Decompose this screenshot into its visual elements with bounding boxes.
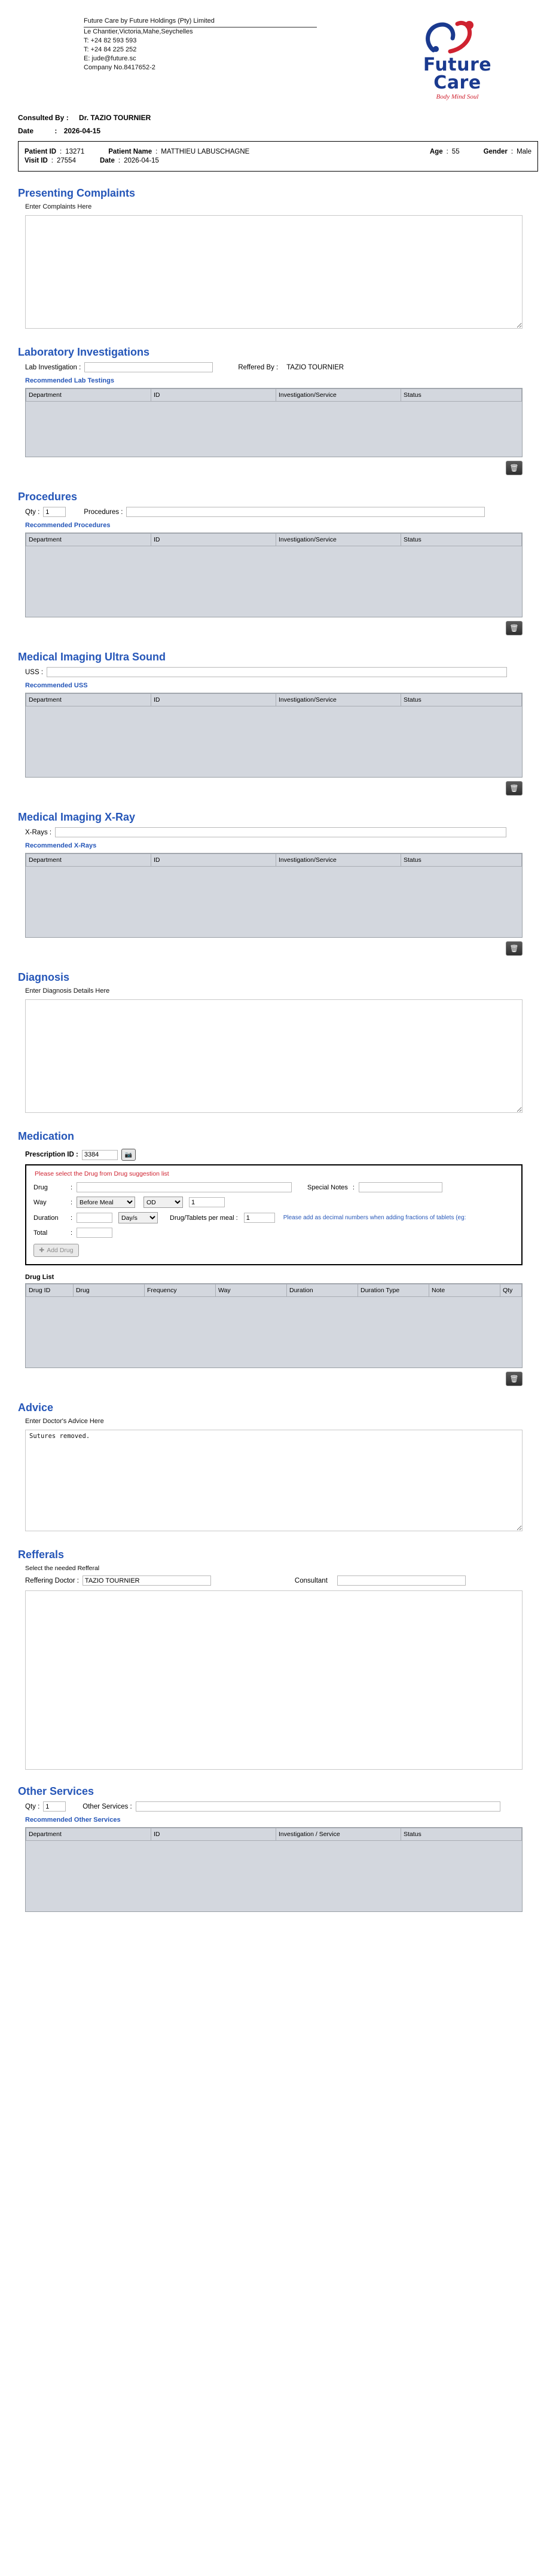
drug-col-drug: Drug [74,1284,145,1297]
consulted-by-row [0,111,556,122]
drug-col-id: Drug ID [26,1284,74,1297]
drug-selection-warning: Please select the Drug from Drug suggestion list [35,1170,169,1177]
other-services-qty-input[interactable] [43,1801,66,1812]
uss-col-investigation: Investigation/Service [276,694,401,706]
consulted-by-label: Consulted By [18,114,65,122]
xray-col-status: Status [401,854,522,867]
drug-row [33,1182,514,1192]
presenting-complaints-heading: Presenting Complaints [18,187,136,199]
lab-col-investigation: Investigation/Service [276,389,401,402]
other-services-heading: Other Services [18,1785,94,1797]
lab-referred-by-label: Reffered By : [238,363,279,371]
consultation-date-colon: : [54,127,57,135]
procedures-col-id: ID [151,534,276,546]
drugs-per-meal-input[interactable] [244,1213,275,1223]
uss-row [25,667,556,677]
way-select[interactable] [77,1197,135,1208]
procedures-input[interactable] [126,507,485,517]
duration-row [33,1212,514,1223]
patient-age-value: 55 [451,148,460,155]
procedures-body [26,546,522,617]
xray-body [26,867,522,937]
drug-colon: : [71,1183,73,1191]
clinic-tel-2: T: +24 84 225 252 [84,46,137,53]
lab-col-id: ID [151,389,276,402]
drug-col-way: Way [216,1284,287,1297]
patient-name-label: Patient Name [108,148,152,155]
visit-date-value: 2026-04-15 [124,157,159,164]
other-col-department: Department [26,1828,151,1841]
procedures-row [25,507,556,517]
drug-list-body [26,1297,522,1367]
drug-col-duration-type: Duration Type [358,1284,429,1297]
clinic-name: Future Care by Future Holdings (Pty) Limited [84,17,317,27]
consultant-input[interactable] [337,1575,466,1586]
diagnosis-input[interactable] [25,999,523,1113]
logo-word-future: Future [423,54,492,75]
logo-mark-icon [395,19,520,56]
other-col-status: Status [401,1828,522,1841]
lab-investigation-row [25,362,556,372]
drug-col-note: Note [429,1284,500,1297]
table-header-row [26,694,522,706]
procedures-col-status: Status [401,534,522,546]
referral-details-panel[interactable] [25,1590,523,1770]
add-drug-label: Add Drug [47,1247,74,1254]
patient-age-label: Age [429,148,443,155]
table-header-row [26,389,522,402]
patient-info-box [18,141,538,172]
logo-tagline: Body Mind Soul [436,93,479,100]
patient-gender-value: Male [517,148,531,155]
way-colon: : [71,1198,73,1206]
patient-name-value: MATTHIEU LABUSCHAGNE [161,148,250,155]
uss-body [26,706,522,777]
advice-heading: Advice [18,1402,54,1414]
special-notes-label: Special Notes [307,1183,348,1191]
delete-procedure-icon[interactable]: 🗑 [506,621,523,635]
recommended-other-services-link[interactable]: Recommended Other Services [25,1816,121,1824]
way-row [33,1197,514,1208]
lab-col-department: Department [26,389,151,402]
other-services-table [25,1827,523,1912]
patient-id-colon: : [60,148,62,155]
lab-results-table [25,388,523,457]
consultant-label: Consultant [294,1577,328,1584]
visit-date-label: Date [99,157,115,164]
plus-icon: ✚ [39,1247,45,1254]
visit-id-colon: : [51,157,53,164]
patient-info-line-2 [25,157,531,164]
frequency-select[interactable] [143,1197,183,1208]
presenting-complaints-input[interactable] [25,215,523,329]
delete-lab-icon[interactable]: 🗑 [506,461,523,475]
delete-uss-icon[interactable]: 🗑 [506,781,523,796]
consultation-date-value: 2026-04-15 [63,127,101,135]
total-colon: : [71,1229,73,1237]
visit-date-colon: : [118,157,121,164]
duration-colon: : [71,1214,73,1222]
drug-list-title: Drug List [25,1274,54,1281]
clinic-address: Le Chantier,Victoria,Mahe,Seychelles [84,28,193,35]
consultation-date-row [0,122,556,141]
table-header-row [26,534,522,546]
advice-sub-label: Enter Doctor's Advice Here [25,1418,104,1425]
xray-col-department: Department [26,854,151,867]
xray-table [25,853,523,938]
visit-id-value: 27554 [56,157,76,164]
delete-xray-icon[interactable]: 🗑 [506,941,523,956]
lab-investigation-input[interactable] [84,362,213,372]
clinic-email: E: jude@future.sc [84,55,136,62]
clinic-address-block [84,17,317,72]
patient-age-colon: : [446,148,448,155]
other-services-input[interactable] [136,1801,500,1812]
xray-input[interactable] [55,827,506,837]
drug-col-duration: Duration [287,1284,358,1297]
uss-delete-row [25,781,523,796]
decimal-fraction-note: Please add as decimal numbers when adding fractions of tablets (eg: [283,1214,466,1221]
advice-input[interactable] [25,1430,523,1531]
xray-col-investigation: Investigation/Service [276,854,401,867]
medication-heading: Medication [18,1130,75,1142]
prescription-id-input[interactable] [82,1150,118,1160]
referring-doctor-input[interactable] [83,1575,211,1586]
other-services-qty-label: Qty : [25,1803,40,1810]
total-label: Total [33,1229,48,1237]
lab-delete-row [25,461,523,475]
referring-doctor-row [25,1575,556,1586]
recommended-procedures-link[interactable]: Recommended Procedures [25,522,111,529]
consulting-doctor-value: Dr. TAZIO TOURNIER [79,114,151,122]
drug-input[interactable] [77,1182,292,1192]
xray-delete-row [25,941,523,956]
duration-label: Duration [33,1214,59,1222]
other-services-label: Other Services : [83,1803,132,1810]
xray-col-id: ID [151,854,276,867]
xray-label: X-Rays : [25,828,52,836]
other-services-row [25,1801,556,1812]
lab-investigations-heading: Laboratory Investigations [18,346,150,358]
patient-id-value: 13271 [65,148,85,155]
patient-gender-colon: : [511,148,514,155]
referring-doctor-label: Reffering Doctor : [25,1577,79,1584]
procedures-qty-input[interactable] [43,507,66,517]
clinic-company-no: Company No.8417652-2 [84,64,155,71]
lab-results-body [26,402,522,457]
consultation-date-label: Date [18,127,34,135]
recommended-xrays-link[interactable]: Recommended X-Rays [25,842,97,849]
way-label: Way [33,1198,47,1206]
uss-col-id: ID [151,694,276,706]
prescription-id-row [25,1149,556,1161]
uss-col-status: Status [401,694,522,706]
procedures-heading: Procedures [18,491,78,503]
clinic-tel-1: T: +24 82 593 593 [84,37,137,44]
logo-graphic-icon [398,19,517,56]
delete-drug-icon[interactable]: 🗑 [506,1372,523,1386]
drug-col-qty: Qty [500,1284,522,1297]
total-row [33,1228,514,1238]
medical-imaging-xray-heading: Medical Imaging X-Ray [18,811,136,823]
duration-unit-select[interactable] [118,1212,158,1223]
total-input[interactable] [77,1228,112,1238]
diagnosis-heading: Diagnosis [18,971,70,983]
recommended-uss-link[interactable]: Recommended USS [25,682,88,689]
referrals-sub-label: Select the needed Refferal [25,1565,100,1572]
xray-row [25,827,556,837]
camera-icon[interactable]: 📷 [121,1149,136,1161]
procedures-delete-row [25,621,523,635]
uss-table [25,693,523,778]
procedures-table [25,533,523,617]
procedures-col-department: Department [26,534,151,546]
special-notes-input[interactable] [359,1182,442,1192]
lab-investigation-label: Lab Investigation : [25,363,81,371]
presenting-complaints-sub-label: Enter Complaints Here [25,203,92,210]
letterhead [0,0,556,111]
recommended-lab-testings-link[interactable]: Recommended Lab Testings [25,377,114,384]
patient-info-line-1 [25,148,531,155]
medication-entry-panel [25,1164,523,1265]
prescription-id-label: Prescription ID : [25,1151,78,1158]
drug-delete-row [25,1372,523,1386]
procedures-col-investigation: Investigation/Service [276,534,401,546]
procedures-qty-label: Qty : [25,508,40,516]
uss-col-department: Department [26,694,151,706]
other-services-body [26,1841,522,1911]
add-drug-button[interactable] [33,1244,79,1257]
consulted-by-colon: : [66,114,69,122]
duration-input[interactable] [77,1213,112,1223]
other-col-id: ID [151,1828,276,1841]
uss-label: USS : [25,668,44,676]
table-header-row [26,854,522,867]
drug-list-table [25,1283,523,1368]
lab-col-status: Status [401,389,522,402]
drug-label: Drug [33,1183,48,1191]
table-header-row [26,1284,522,1297]
patient-name-colon: : [155,148,158,155]
other-col-investigation: Investigation / Service [276,1828,401,1841]
visit-id-label: Visit ID [25,157,48,164]
referrals-heading: Refferals [18,1549,65,1561]
logo-word-care: Care [433,72,481,93]
drugs-per-meal-label: Drug/Tablets per meal : [170,1214,238,1222]
lab-referred-by-value: TAZIO TOURNIER [286,363,344,371]
medical-imaging-uss-heading: Medical Imaging Ultra Sound [18,651,166,663]
patient-gender-label: Gender [483,148,508,155]
logo [395,17,520,100]
procedures-label: Procedures : [84,508,123,516]
table-header-row [26,1828,522,1841]
drug-col-frequency: Frequency [145,1284,216,1297]
uss-input[interactable] [47,667,507,677]
diagnosis-sub-label: Enter Diagnosis Details Here [25,987,110,995]
patient-id-label: Patient ID [25,148,57,155]
route-qty-input[interactable] [189,1197,225,1207]
special-notes-colon: : [352,1183,355,1191]
